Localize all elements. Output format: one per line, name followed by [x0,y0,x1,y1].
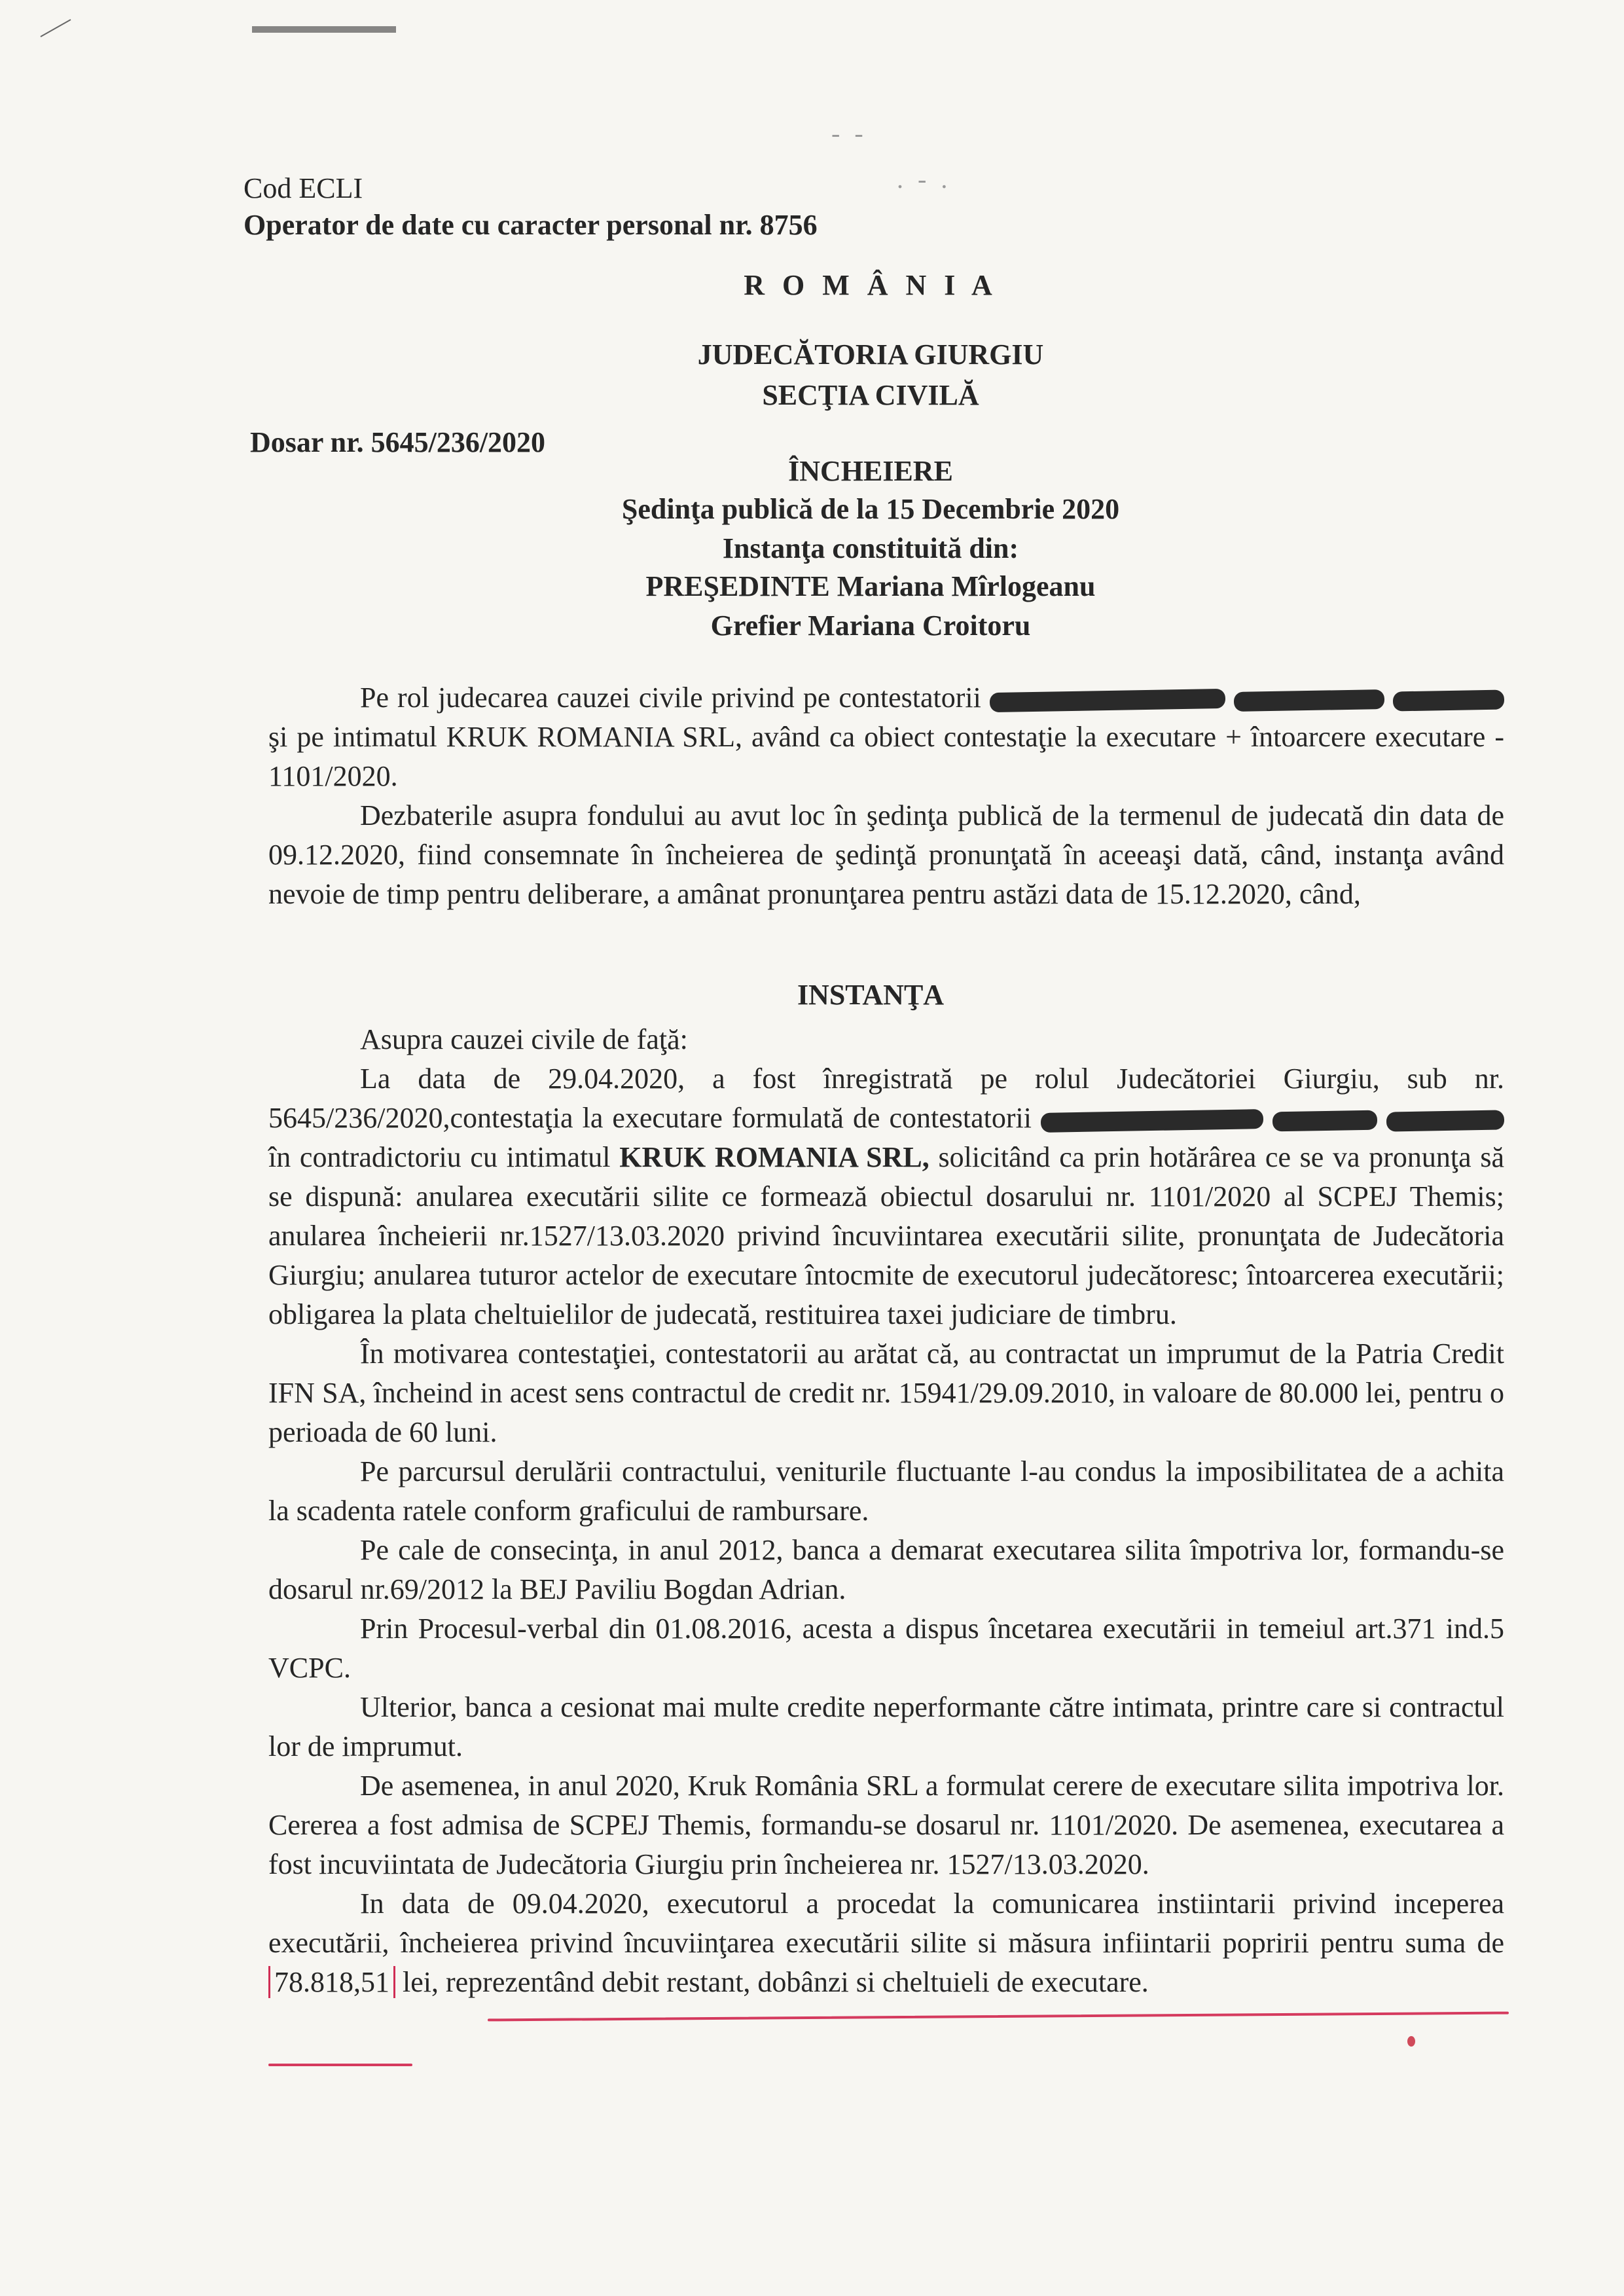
ecli-label: Cod ECLI [244,172,363,204]
body-paragraph: Pe parcursul derulării contractului, veniturile fluctuante l-au condus la imposibilitatea de a achita la scadenta ratele conform graficului de rambursare. [268,1455,1504,1527]
pen-stroke-mark [39,18,72,38]
instanta-heading: INSTANŢA [797,979,945,1011]
intro-block [268,678,1504,914]
case-number: Dosar nr. 5645/236/2020 [250,426,546,458]
court-section: SECŢIA CIVILĂ [762,379,979,411]
session-line: Şedinţa publică de la 15 Decembrie 2020 [621,493,1120,525]
highlighted-amount: 78.818,51 [268,1966,395,1998]
scan-smudge: . - . [897,164,952,194]
body-paragraph: De asemenea, in anul 2020, Kruk România SRL a formulat cerere de executare silita impotriva lor. Cererea a fost admisa de SCPEJ Themis, formandu-se dosarul nr. 1101/2020. De asemenea, executarea a fost incuviintata de Judecătoria Giurgiu prin încheierea nr. 1527/13.03.2020. [268,1770,1504,1880]
red-underline [268,2064,412,2066]
red-ink-dot [1407,2036,1415,2047]
main-body [268,1020,1504,2002]
redaction-mark [990,689,1225,712]
country-heading: R O M Â N I A [744,269,998,301]
respondent-name: KRUK ROMANIA SRL, [619,1141,929,1173]
scan-artifact-bar [252,26,396,33]
court-constituted-line: Instanţa constituită din: [722,532,1019,564]
body-paragraph: Ulterior, banca a cesionat mai multe credite neperformante către intimata, printre care si contractul lor de imprumut. [268,1691,1504,1762]
clerk-line: Grefier Mariana Croitoru [710,610,1031,642]
operator-line: Operator de date cu caracter personal nr. 8756 [244,209,818,241]
president-line: PREŞEDINTE Mariana Mîrlogeanu [645,570,1096,602]
body-paragraph: Prin Procesul-verbal din 01.08.2016, acesta a dispus încetarea executării in temeiul art.371 ind.5 VCPC. [268,1613,1504,1684]
court-name: JUDECĂTORIA GIURGIU [697,338,1044,371]
intro-paragraph: Dezbaterile asupra fondului au avut loc în şedinţa publică de la termenul de judecată din data de 09.12.2020, fiind consemnate în încheierea de şedinţă pronunţată în aceeaşi dată, când, instanţa având nevoie de timp pentru deliberare, a amânat pronunţarea pentru astăzi data de 15.12.2020, când, [268,799,1504,910]
body-paragraph: La data de 29.04.2020, a fost înregistrată pe rolul Judecătoriei Giurgiu, sub nr. 5645/236/2020,contestaţia la executare formulată de contestatorii în contradictoriu cu intimatul KRUK ROMANIA SRL, solicitând ca prin hotărârea ce se va pronunţa să se dispună: anularea executării silite ce formează obiectul dosarului nr. 1101/2020 al SCPEJ Themis; anularea încheierii nr.1527/13.03.2020 privind încuviintarea executării silite, pronunţata de Judecătoria Giurgiu; anularea tuturor actelor de executare întocmite de executorul judecătoresc; întoarcerea executării; obligarea la plata cheltuielilor de judecată, restituirea taxei judiciare de timbru. [268,1063,1505,1330]
redaction-mark [1386,1110,1504,1131]
redaction-mark [1234,689,1384,712]
intro-paragraph: Pe rol judecarea cauzei civile privind pe contestatorii şi pe intimatul KRUK ROMANIA SRL, având ca obiect contestaţie la executare + întoarcere executare - 1101/2020. [268,682,1504,792]
scan-smudge: - - [831,118,867,148]
body-paragraph: Pe cale de consecinţa, in anul 2012, banca a demarat executarea silita împotriva lor, formandu-se dosarul nr.69/2012 la BEJ Paviliu Bogdan Adrian. [268,1534,1504,1605]
redaction-mark [1272,1110,1377,1132]
body-paragraph: Asupra cauzei civile de faţă: [360,1023,688,1055]
document-title: ÎNCHEIERE [788,455,953,487]
redaction-mark [1393,689,1504,711]
body-paragraph: În motivarea contestaţiei, contestatorii au arătat că, au contractat un imprumut de la Patria Credit IFN SA, încheind in acest sens contractul de credit nr. 15941/29.09.2010, in valoare de 80.000 lei, pentru o perioada de 60 luni. [268,1338,1504,1448]
redaction-mark [1041,1109,1263,1133]
red-underline [488,2012,1509,2022]
body-paragraph: In data de 09.04.2020, executorul a procedat la comunicarea instiintarii privind inceperea executării, încheierea privind încuviinţarea executării silite si măsura infiintarii popririi pentru suma de 78.818,51 lei, reprezentând debit restant, dobânzi si cheltuieli de executare. [268,1887,1504,1998]
